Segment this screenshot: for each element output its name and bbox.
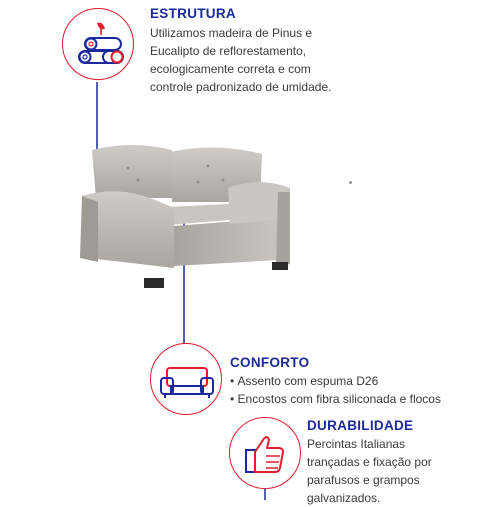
conforto-icon-circle	[150, 343, 222, 415]
estrutura-line: Eucalipto de reflorestamento,	[150, 44, 307, 58]
durabilidade-line: parafusos e grampos	[307, 473, 420, 487]
thumbs-up-icon	[230, 418, 302, 490]
sofa-product-image	[78, 140, 308, 295]
estrutura-description	[150, 24, 331, 96]
durabilidade-line: Percintas Italianas	[307, 437, 406, 451]
conforto-bullet: • Encostos com fibra siliconada e flocos	[230, 390, 441, 408]
estrutura-line: ecologicamente correta e com	[150, 62, 311, 76]
conforto-bullets	[230, 372, 441, 408]
durabilidade-line: galvanizados.	[307, 491, 381, 505]
durabilidade-title: DURABILIDADE	[307, 418, 414, 433]
conforto-bullet: • Assento com espuma D26	[230, 372, 441, 390]
estrutura-line: controle padronizado de umidade.	[150, 80, 332, 94]
conforto-title: CONFORTO	[230, 355, 310, 370]
estrutura-line: Utilizamos madeira de Pinus e	[150, 26, 313, 40]
durabilidade-icon-circle	[229, 417, 301, 489]
small-dot-decoration	[349, 181, 352, 184]
durabilidade-description	[307, 435, 432, 507]
sofa-icon	[151, 344, 223, 416]
durabilidade-line: trançadas e fixação por	[307, 455, 432, 469]
estrutura-title: ESTRUTURA	[150, 6, 236, 21]
estrutura-icon-circle	[62, 8, 134, 80]
wood-logs-icon	[63, 9, 135, 81]
